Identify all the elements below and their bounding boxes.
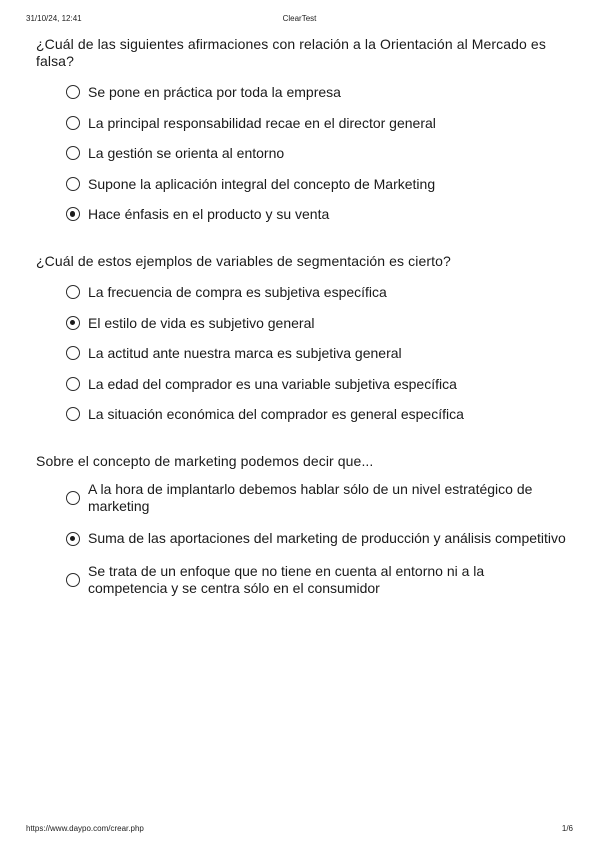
option[interactable]: [66, 369, 566, 400]
question-text: ¿Cuál de estos ejemplos de variables de segmentación es cierto?: [36, 252, 451, 269]
radio-button-unchecked[interactable]: [66, 491, 80, 505]
radio-button-unchecked[interactable]: [66, 573, 80, 587]
radio-button-checked[interactable]: [66, 532, 80, 546]
radio-button-unchecked[interactable]: [66, 407, 80, 421]
option[interactable]: [66, 338, 566, 369]
option-label: El estilo de vida es subjetivo general: [88, 314, 315, 331]
question-text: Sobre el concepto de marketing podemos decir que...: [36, 452, 374, 469]
option[interactable]: [66, 77, 566, 108]
option-label: Se pone en práctica por toda la empresa: [88, 84, 341, 100]
question-text: ¿Cuál de las siguientes afirmaciones con relación a la Orientación al Mercado es falsa?: [36, 36, 546, 69]
option-label: A la hora de implantarlo debemos hablar sólo de un nivel estratégico de marketing: [88, 481, 533, 514]
quiz-content: [36, 36, 566, 623]
option-label: Hace énfasis en el producto y su venta: [88, 206, 330, 222]
print-datetime: 31/10/24, 12:41: [26, 14, 82, 23]
radio-button-unchecked[interactable]: [66, 285, 80, 299]
option-label: La frecuencia de compra es subjetiva específica: [88, 284, 387, 300]
option[interactable]: [66, 199, 566, 230]
question-1: [36, 36, 566, 230]
option-label: La situación económica del comprador es general específica: [88, 406, 464, 422]
option[interactable]: [66, 108, 566, 139]
option[interactable]: [66, 277, 566, 308]
option-label: La principal responsabilidad recae en el director general: [88, 114, 436, 131]
option-label: La actitud ante nuestra marca es subjetiva general: [88, 345, 402, 361]
option[interactable]: [66, 308, 566, 339]
option[interactable]: [66, 399, 566, 430]
radio-button-unchecked[interactable]: [66, 177, 80, 191]
question-2: [36, 253, 566, 430]
page-number: 1/6: [561, 824, 573, 833]
option-label: La edad del comprador es una variable subjetiva específica: [88, 375, 457, 392]
option[interactable]: [66, 138, 566, 169]
radio-button-checked[interactable]: [66, 207, 80, 221]
option[interactable]: [66, 477, 566, 518]
radio-button-unchecked[interactable]: [66, 146, 80, 160]
option-label: Se trata de un enfoque que no tiene en cuenta al entorno ni a la competencia y se centra sólo en el consumidor: [88, 563, 485, 596]
option[interactable]: [66, 518, 566, 559]
option-label: Suma de las aportaciones del marketing de producción y análisis competitivo: [88, 530, 566, 547]
option-label: Supone la aplicación integral del concepto de Marketing: [88, 175, 436, 192]
radio-button-unchecked[interactable]: [66, 116, 80, 130]
option[interactable]: [66, 169, 566, 200]
page-title: ClearTest: [282, 14, 317, 23]
radio-button-checked[interactable]: [66, 316, 80, 330]
option-label: La gestión se orienta al entorno: [88, 145, 285, 161]
radio-button-unchecked[interactable]: [66, 377, 80, 391]
option[interactable]: [66, 559, 566, 600]
radio-button-unchecked[interactable]: [66, 85, 80, 99]
question-3: [36, 453, 566, 601]
footer-url: https://www.daypo.com/crear.php: [26, 824, 144, 833]
radio-button-unchecked[interactable]: [66, 346, 80, 360]
